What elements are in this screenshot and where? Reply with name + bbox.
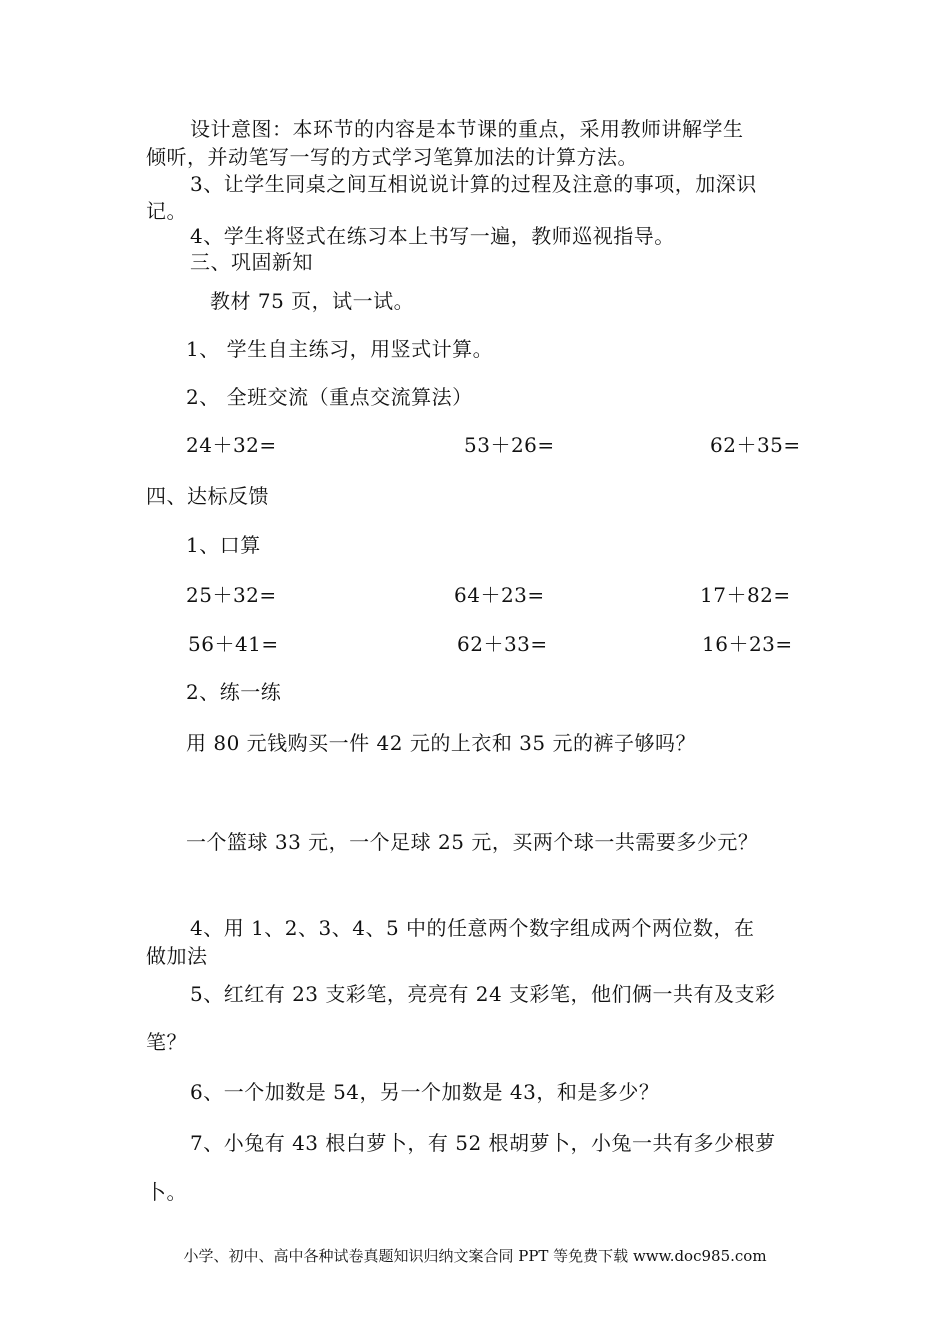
section-3-item-1: 1、 学生自主练习，用竖式计算。	[186, 337, 494, 361]
step-3-line-1: 3、让学生同桌之间互相说说计算的过程及注意的事项，加深识	[190, 172, 757, 196]
question-7-line-2: 卜。	[146, 1180, 187, 1204]
design-intent-line-2: 倾听，并动笔写一写的方式学习笔算加法的计算方法。	[146, 145, 638, 169]
problem-1: 24＋32=	[186, 433, 277, 457]
question-7-line-1: 7、小兔有 43 根白萝卜，有 52 根胡萝卜，小兔一共有多少根萝	[190, 1131, 776, 1155]
question-6: 6、一个加数是 54，另一个加数是 43，和是多少？	[190, 1080, 660, 1104]
oral-problem: 64＋23=	[454, 583, 545, 607]
oral-problem: 16＋23=	[702, 632, 793, 656]
section-4-title: 四、达标反馈	[146, 484, 269, 508]
textbook-reference: 教材 75 页，试一试。	[210, 289, 415, 313]
page-footer: 小学、初中、高中各种试卷真题知识归纳文案合同 PPT 等免费下载 www.doc985.com	[183, 1247, 767, 1265]
question-5-line-1: 5、红红有 23 支彩笔，亮亮有 24 支彩笔，他们俩一共有及支彩	[190, 982, 776, 1006]
problem-2: 53＋26=	[464, 433, 555, 457]
question-4-line-2: 做加法	[146, 944, 208, 968]
oral-problem: 25＋32=	[186, 583, 277, 607]
oral-problem: 62＋33=	[457, 632, 548, 656]
oral-problem: 17＋82=	[700, 583, 791, 607]
section-3-title: 三、巩固新知	[190, 250, 313, 274]
question-5-line-2: 笔？	[146, 1030, 187, 1054]
question-4-line-1: 4、用 1、2、3、4、5 中的任意两个数字组成两个两位数，在	[190, 916, 755, 940]
step-3-line-2: 记。	[146, 199, 187, 223]
problem-3: 62＋35=	[710, 433, 801, 457]
oral-calc-title: 1、口算	[186, 533, 261, 557]
practice-question-2: 一个篮球 33 元，一个足球 25 元，买两个球一共需要多少元？	[186, 830, 759, 854]
practice-title: 2、练一练	[186, 680, 282, 704]
practice-question-1: 用 80 元钱购买一件 42 元的上衣和 35 元的裤子够吗？	[186, 731, 696, 755]
design-intent-line-1: 设计意图：本环节的内容是本节课的重点，采用教师讲解学生	[190, 117, 744, 141]
oral-problem: 56＋41=	[188, 632, 279, 656]
section-3-item-2: 2、 全班交流（重点交流算法）	[186, 385, 473, 409]
step-4: 4、学生将竖式在练习本上书写一遍，教师巡视指导。	[190, 224, 675, 248]
